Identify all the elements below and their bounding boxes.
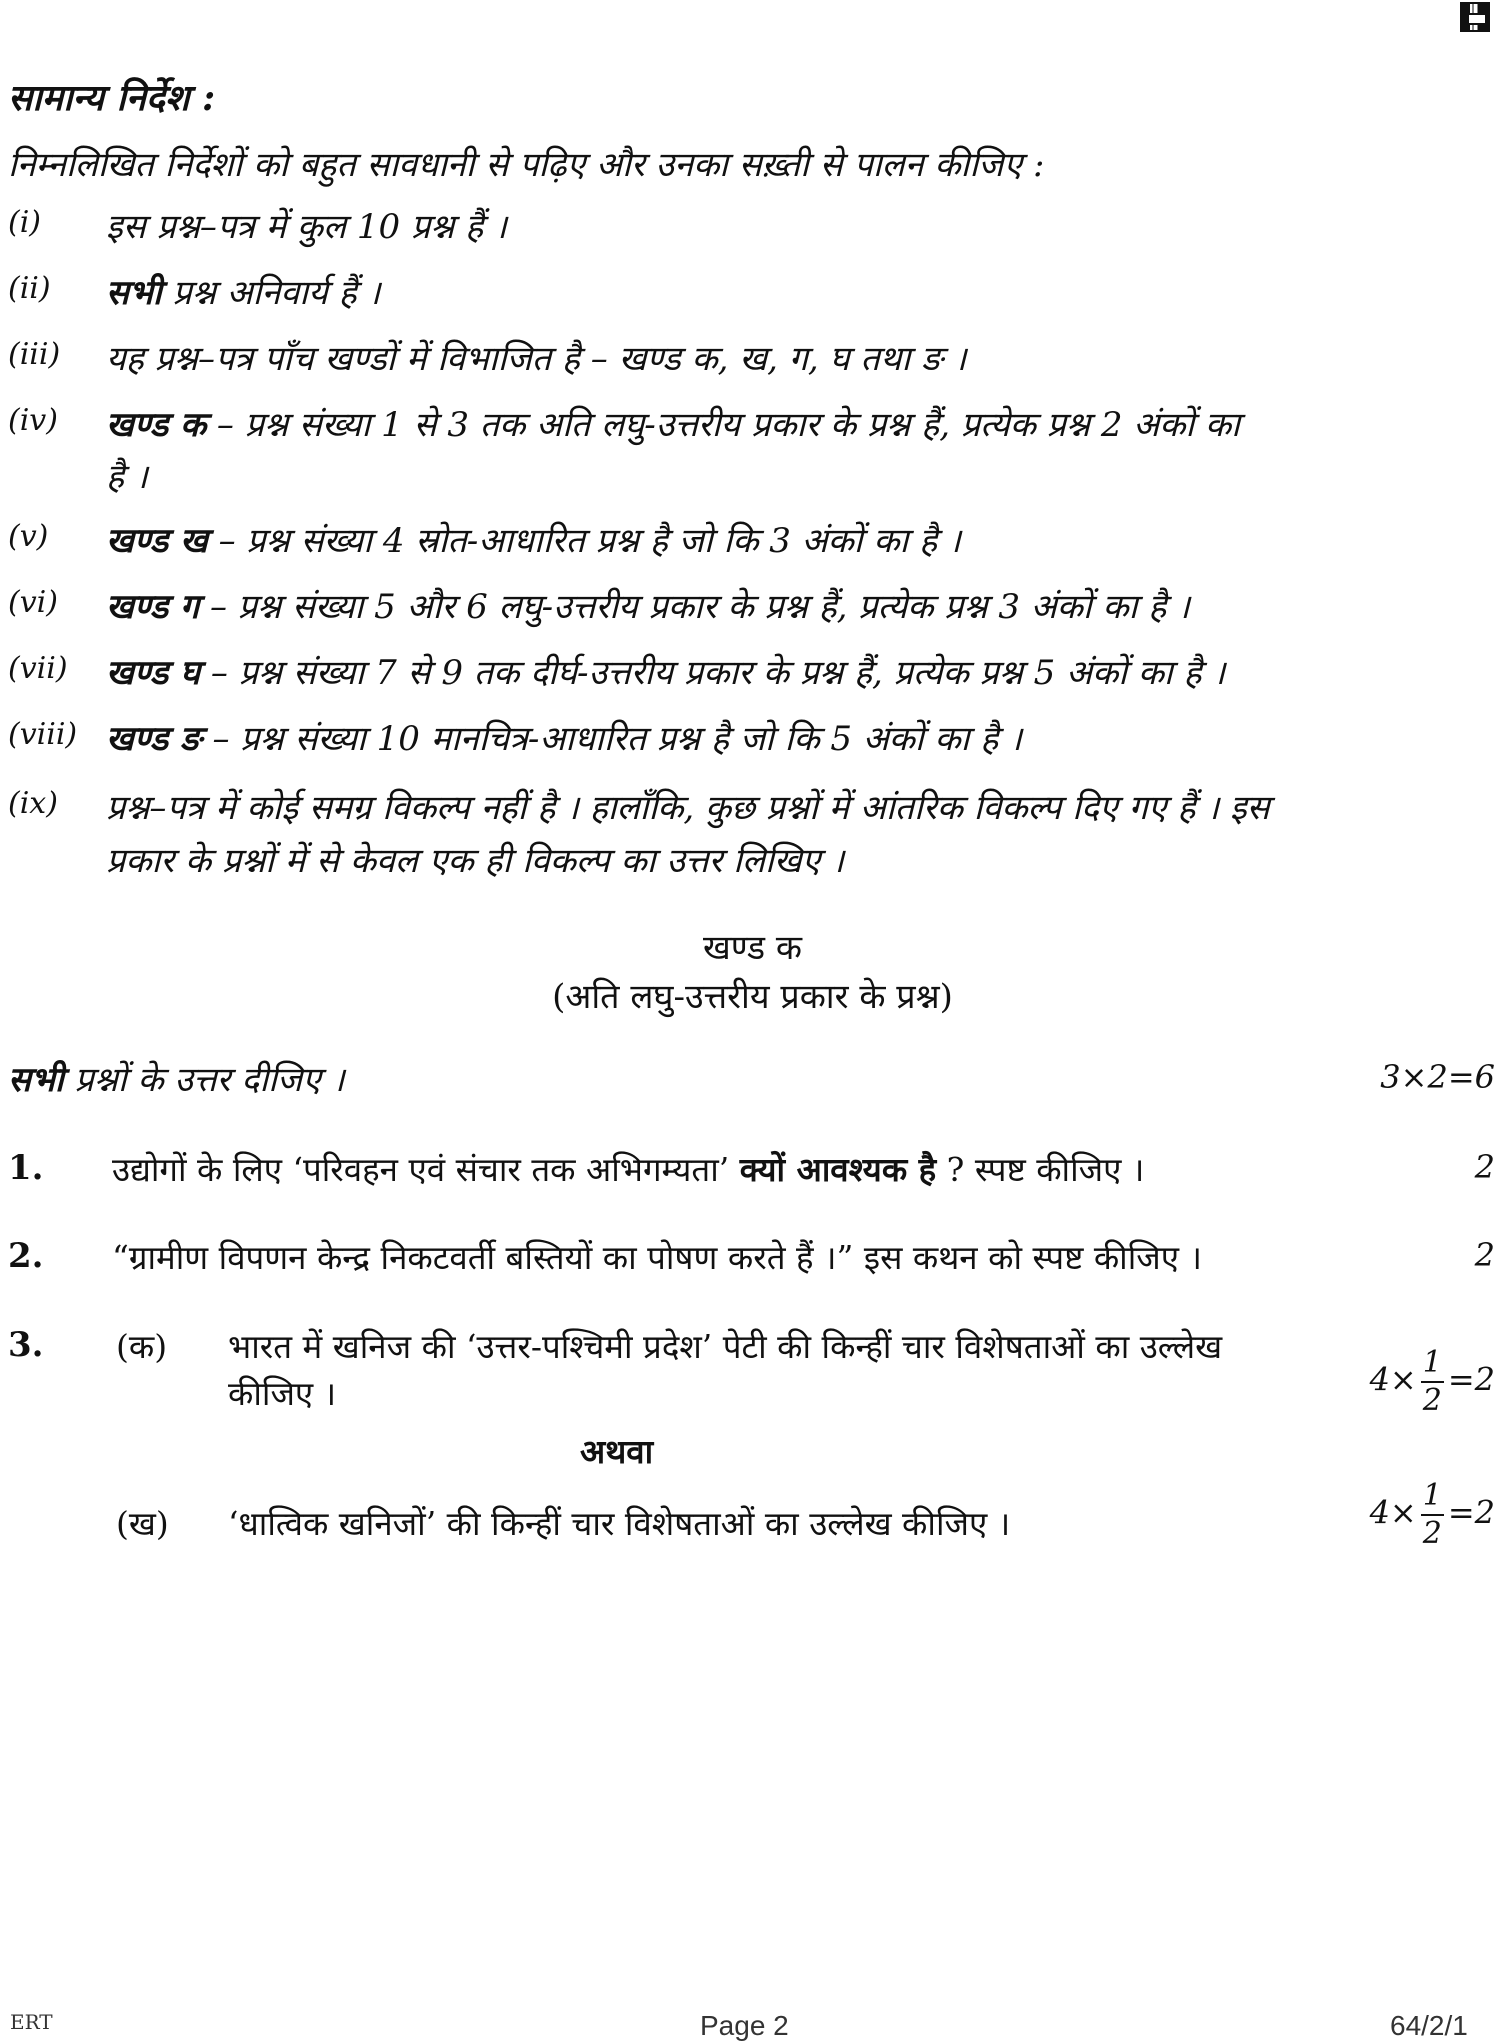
section-marks: 3×2=6 <box>1380 1058 1495 1096</box>
paper-code: 64/2/1 <box>1390 2010 1468 2041</box>
instruction-text: खण्ड घ – प्रश्न संख्या 7 से 9 तक दीर्घ-उत्तरीय प्रकार के प्रश्न हैं, प्रत्येक प्रश्न 5 अंकों का है । <box>106 653 1226 693</box>
instruction-text: इस प्रश्न–पत्र में कुल 10 प्रश्न हैं । <box>106 207 507 247</box>
question-text: भारत में खनिज की ‘उत्तर-पश्चिमी प्रदेश’ पेटी की किन्हीं चार विशेषताओं का उल्लेख <box>228 1327 1223 1366</box>
question-text: “ग्रामीण विपणन केन्द्र निकटवर्ती बस्तियों का पोषण करते हैं ।” इस कथन को स्पष्ट कीजिए । <box>112 1238 1203 1277</box>
instruction-text: खण्ड ङ – प्रश्न संख्या 10 मानचित्र-आधारित प्रश्न है जो कि 5 अंकों का है । <box>106 719 1022 759</box>
qr-code-icon <box>1460 2 1490 32</box>
page-number: Page 2 <box>700 2010 789 2041</box>
instruction-number: (vi) <box>8 585 58 620</box>
section-subtitle: (अति लघु-उत्तरीय प्रकार के प्रश्न) <box>552 977 953 1017</box>
question-part-label: (ख) <box>116 1504 169 1543</box>
instruction-number: (ii) <box>8 271 51 306</box>
instruction-number: (i) <box>8 205 42 240</box>
instruction-text: खण्ड ख – प्रश्न संख्या 4 स्रोत-आधारित प्रश्न है जो कि 3 अंकों का है । <box>106 521 961 561</box>
question-marks: 4× $\frac{1}{2}$ =2 <box>1369 1345 1495 1418</box>
instruction-number: (vii) <box>8 651 68 686</box>
instruction-number: (iii) <box>8 337 61 372</box>
fraction: $\frac{1}{2}$ <box>1422 1345 1442 1418</box>
instruction-text-continued: है । <box>106 457 148 497</box>
question-number: 1. <box>8 1148 44 1188</box>
question-marks: 4× $\frac{1}{2}$ =2 <box>1369 1478 1495 1551</box>
instruction-text: यह प्रश्न–पत्र पाँच खण्डों में विभाजित है – खण्ड क, ख, ग, घ तथा ङ । <box>106 339 967 379</box>
instruction-text: सभी प्रश्न अनिवार्य हैं । <box>106 273 381 313</box>
instruction-text: खण्ड क – प्रश्न संख्या 1 से 3 तक अति लघु-उत्तरीय प्रकार के प्रश्न हैं, प्रत्येक प्रश्न 2 अंकों का <box>106 405 1240 445</box>
footer-code: ERT <box>10 2010 53 2034</box>
section-title: खण्ड क <box>702 928 803 968</box>
instruction-number: (ix) <box>8 786 58 821</box>
question-part-label: (क) <box>116 1327 168 1366</box>
instruction-number: (iv) <box>8 403 58 438</box>
question-text: ‘धात्विक खनिजों’ की किन्हीं चार विशेषताओं का उल्लेख कीजिए । <box>228 1504 1011 1543</box>
instruction-text-continued: प्रकार के प्रश्नों में से केवल एक ही विकल्प का उत्तर लिखिए । <box>106 841 845 881</box>
or-divider: अथवा <box>580 1432 654 1471</box>
instruction-text: प्रश्न–पत्र में कोई समग्र विकल्प नहीं है । हालाँकि, कुछ प्रश्नों में आंतरिक विकल्प दिए गए हैं । इस <box>106 788 1270 828</box>
instructions-intro: निम्नलिखित निर्देशों को बहुत सावधानी से पढ़िए और उनका सख़्ती से पालन कीजिए : <box>8 145 1045 185</box>
question-number: 3. <box>8 1325 44 1365</box>
instruction-number: (v) <box>8 519 49 554</box>
question-marks: 2 <box>1474 1236 1495 1274</box>
fraction: $\frac{1}{2}$ <box>1422 1478 1442 1551</box>
question-text: उद्योगों के लिए ‘परिवहन एवं संचार तक अभिगम्यता’ क्यों आवश्यक है ? स्पष्ट कीजिए । <box>112 1150 1145 1189</box>
question-text-continued: कीजिए । <box>228 1374 337 1413</box>
instruction-number: (viii) <box>8 717 78 752</box>
section-instruction: सभी प्रश्नों के उत्तर दीजिए । <box>8 1060 345 1100</box>
question-number: 2. <box>8 1236 44 1276</box>
question-marks: 2 <box>1474 1148 1495 1186</box>
general-instructions-title: सामान्य निर्देश : <box>8 77 216 119</box>
instruction-text: खण्ड ग – प्रश्न संख्या 5 और 6 लघु-उत्तरीय प्रकार के प्रश्न हैं, प्रत्येक प्रश्न 3 अंकों का है । <box>106 587 1190 627</box>
